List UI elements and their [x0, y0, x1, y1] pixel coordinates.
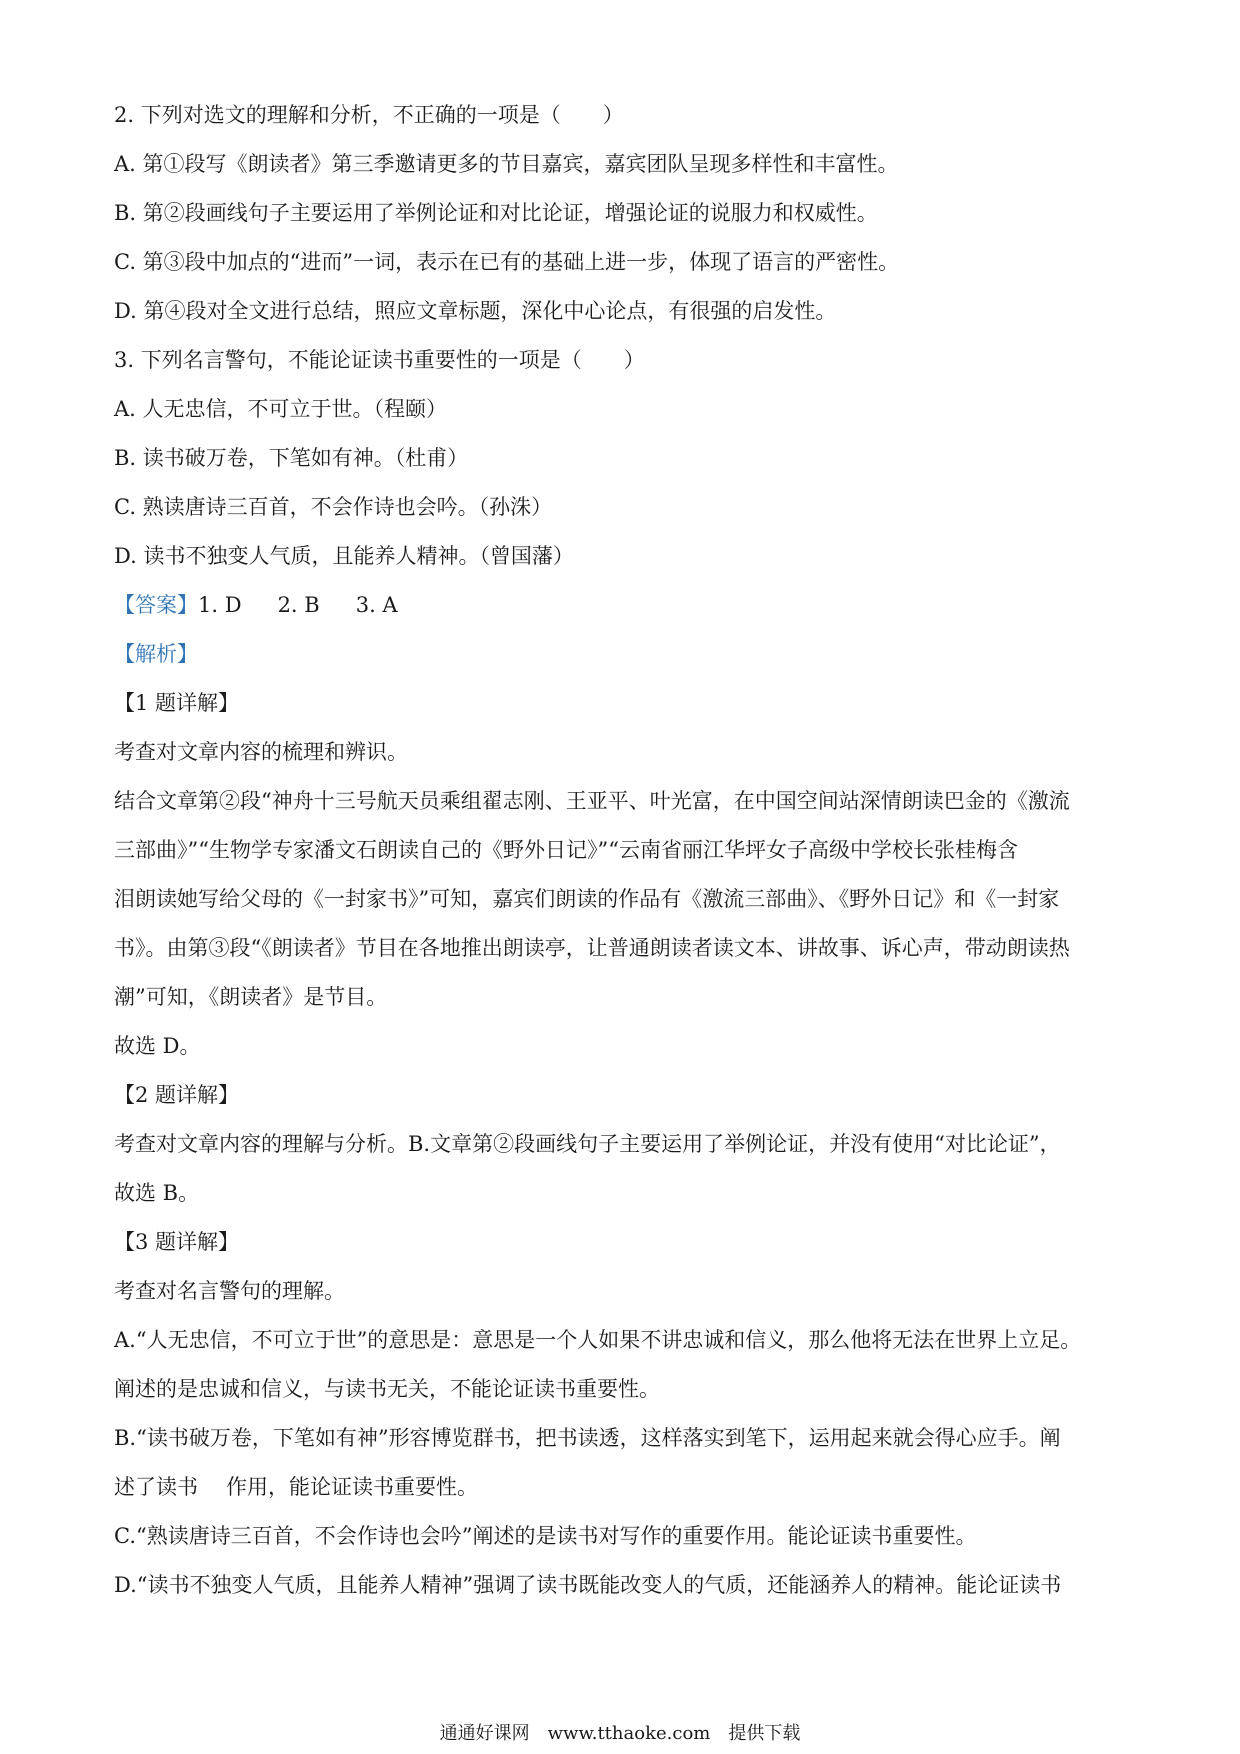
- detail-1-line: 三部曲》”“生物学专家潘文石朗读自己的《野外日记》”“云南省丽江华坪女子高级中学校长张桂梅含: [114, 838, 1018, 862]
- answer-1: 1. D: [198, 593, 242, 617]
- answer-2: 2. B: [277, 593, 320, 617]
- detail-2-title: 【2 题详解】: [114, 1083, 240, 1107]
- answer-line: [114, 590, 1134, 620]
- document-body: [114, 100, 1134, 1619]
- detail-3-line: 阐述的是忠诚和信义，与读书无关，不能论证读书重要性。: [114, 1377, 660, 1401]
- answer-label: 【答案】: [114, 593, 198, 617]
- detail-3-title: 【3 题详解】: [114, 1230, 240, 1254]
- q2-option-c: C. 第③段中加点的“进而”一词，表示在已有的基础上进一步，体现了语言的严密性。: [114, 250, 900, 274]
- q3-option-b: B. 读书破万卷，下笔如有神。（杜甫）: [114, 446, 469, 470]
- q2-option-d: D. 第④段对全文进行总结，照应文章标题，深化中心论点，有很强的启发性。: [114, 299, 837, 323]
- q3-stem: 3. 下列名言警句，不能论证读书重要性的一项是（ ）: [114, 348, 645, 372]
- detail-1-line: 结合文章第②段“神舟十三号航天员乘组翟志刚、王亚平、叶光富，在中国空间站深情朗读巴金的《激流: [114, 789, 1070, 813]
- analysis-label: 【解析】: [114, 642, 198, 666]
- q2-option-b: B. 第②段画线句子主要运用了举例论证和对比论证，增强论证的说服力和权威性。: [114, 201, 878, 225]
- detail-2-line: 故选 B。: [114, 1181, 200, 1205]
- q3-option-c: C. 熟读唐诗三百首，不会作诗也会吟。（孙洙）: [114, 495, 553, 519]
- q2-option-a: A. 第①段写《朗读者》第三季邀请更多的节目嘉宾，嘉宾团队呈现多样性和丰富性。: [114, 152, 899, 176]
- detail-3-line: 考查对名言警句的理解。: [114, 1279, 345, 1303]
- detail-1-line: 泪朗读她写给父母的《一封家书》”可知，嘉宾们朗读的作品有《激流三部曲》、《野外日记》和《一封家: [114, 887, 1060, 911]
- detail-1-line: 故选 D。: [114, 1034, 201, 1058]
- detail-3-line: A.“人无忠信，不可立于世”的意思是：意思是一个人如果不讲忠诚和信义，那么他将无法在世界上立足。: [114, 1328, 1082, 1352]
- detail-2-line: 考查对文章内容的理解与分析。B.文章第②段画线句子主要运用了举例论证，并没有使用“对比论证”，: [114, 1132, 1061, 1156]
- detail-3-line: C.“熟读唐诗三百首，不会作诗也会吟”阐述的是读书对写作的重要作用。能论证读书重要性。: [114, 1524, 977, 1548]
- detail-3-b2-pre: 述了读书: [114, 1475, 198, 1499]
- detail-3-line: B.“读书破万卷，下笔如有神”形容博览群书，把书读透，这样落实到笔下，运用起来就会得心应手。阐: [114, 1426, 1061, 1450]
- answer-3: 3. A: [355, 593, 398, 617]
- detail-3-line: [114, 1472, 1134, 1502]
- q2-stem: 2. 下列对选文的理解和分析，不正确的一项是（ ）: [114, 103, 624, 127]
- detail-3-line: D.“读书不独变人气质，且能养人精神”强调了读书既能改变人的气质，还能涵养人的精神。能论证读书: [114, 1573, 1062, 1597]
- q3-option-d: D. 读书不独变人气质，且能养人精神。（曾国藩）: [114, 544, 574, 568]
- detail-1-title: 【1 题详解】: [114, 691, 240, 715]
- detail-3-b2-post: 作用，能论证读书重要性。: [226, 1475, 478, 1499]
- detail-1-line: 考查对文章内容的梳理和辨识。: [114, 740, 408, 764]
- detail-1-line: 书》。由第③段“《朗读者》节目在各地推出朗读亭，让普通朗读者读文本、讲故事、诉心声，带动朗读热: [114, 936, 1070, 960]
- detail-1-line: 潮”可知，《朗读者》是节目。: [114, 985, 388, 1009]
- q3-option-a: A. 人无忠信，不可立于世。（程颐）: [114, 397, 448, 421]
- page-footer: 通通好课网 www.tthaoke.com 提供下载: [439, 1723, 801, 1744]
